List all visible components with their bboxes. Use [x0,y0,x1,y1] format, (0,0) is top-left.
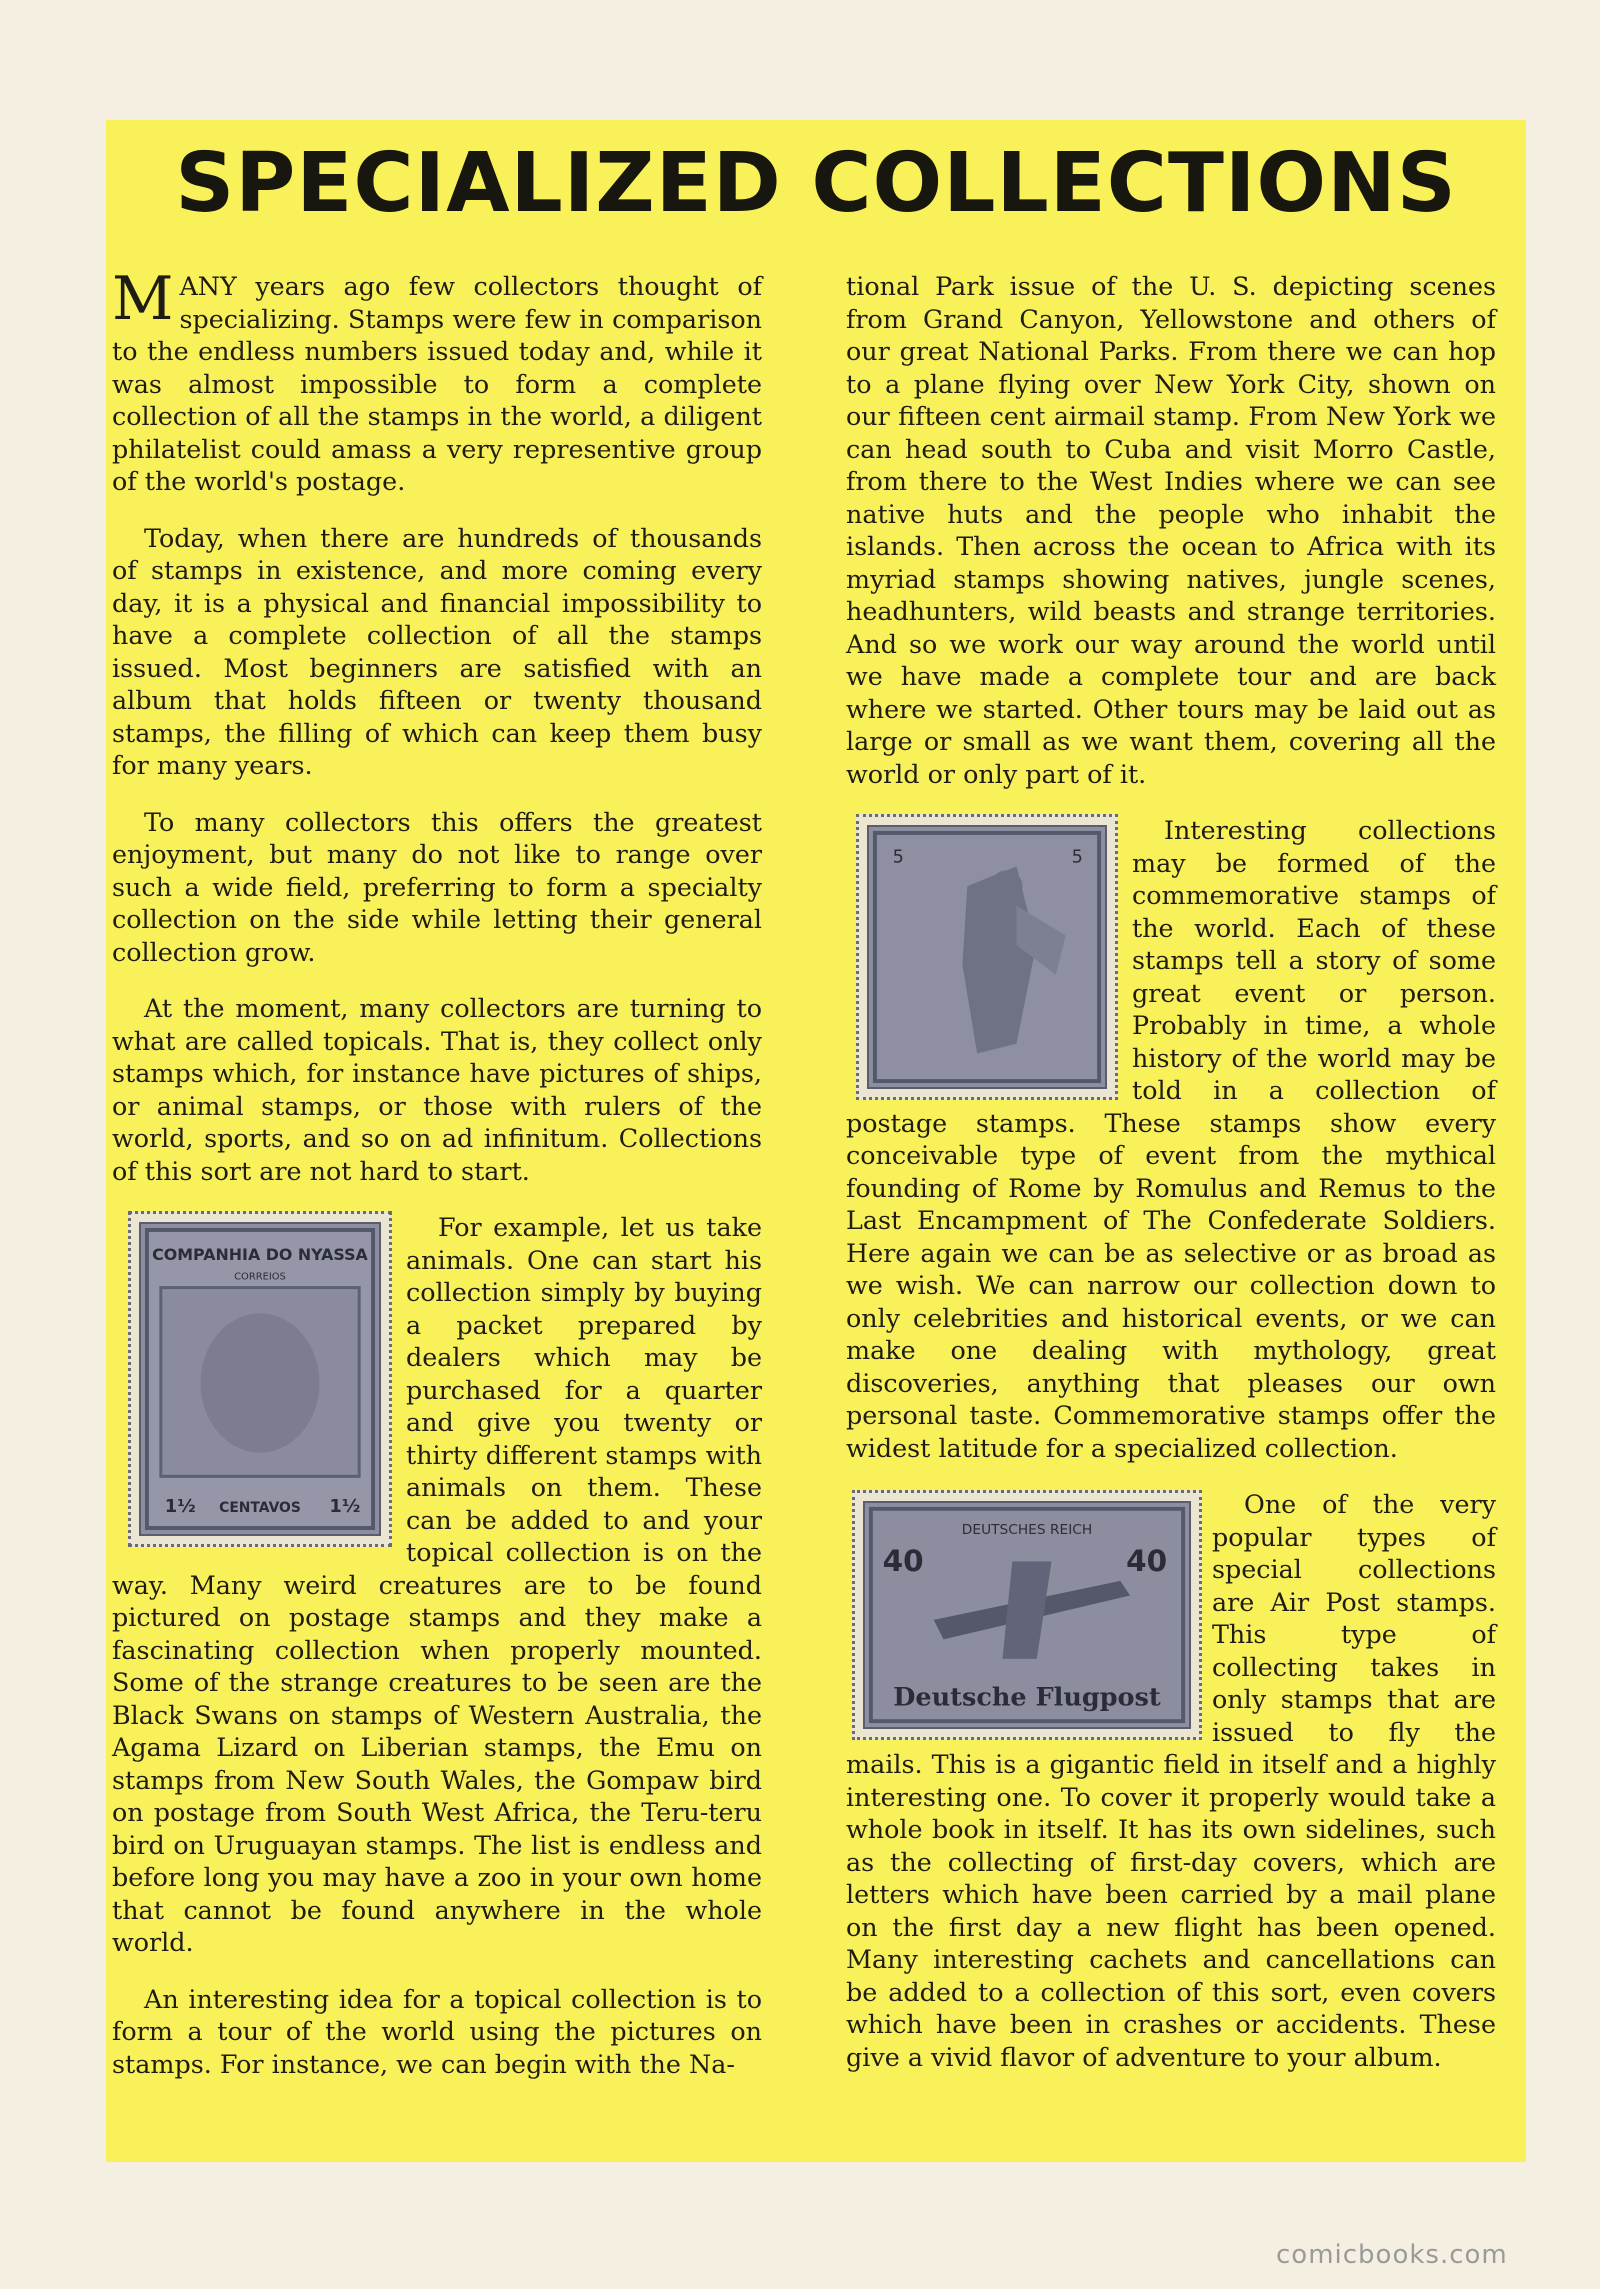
drop-cap: M [112,264,174,334]
intro-text: ANY years ago few collectors thought of specializing. Stamps were few in comparison to the endless numbers issued today and, while it was almost impossible to form a complete collection of all the stamps in the world, a diligent philatelist could amass a very representive group of the world's postage. [112,271,762,496]
stamp-value-left: 1½ [164,1496,196,1518]
paragraph-tour-start: An interesting idea for a topical collection is to form a tour of the world using the pictures on stamps. For instance, we can begin with the Na- [112,1983,762,2079]
left-column [112,264,762,2104]
site-watermark: comicbooks.com [1276,2240,1508,2270]
stamp-value-left: 5 [892,847,904,868]
stamp-top-text: DEUTSCHES REICH [961,1522,1093,1539]
stamp-illustration [865,1503,1189,1727]
stamp-bottom-text: CENTAVOS [219,1500,301,1517]
stamp-artwork [863,1501,1191,1729]
stamp-value-right: 5 [1071,847,1083,868]
stamp-value-right: 40 [1126,1544,1168,1579]
stamp-bottom-text: Deutsche Flugpost [893,1681,1161,1712]
stamp-sub-text: CORREIOS [234,1271,286,1283]
stamp-image-mozambique [128,1211,392,1547]
paragraph-airpost: One of the very popular types of special collections are Air Post stamps. This type of collecting takes in only stamps that are issued to fly the mails. This is a gigantic field in itself and a highly interesting one. To cover it properly would take a whole book in itself. It has its own sidelines, such as the collecting of first-day covers, which are letters which have been carried by a mail plane on the first day a new flight has been opened. Many interesting cachets and cancellations can be added to a collection of this sort, even covers which have been in crashes or accidents. These give a vivid flavor of adventure to your album. [846,1489,1496,2072]
stamp-image-airpost [852,1490,1202,1740]
stamp-value-right: 1½ [329,1496,361,1518]
paragraph-topicals: At the moment, many collectors are turning to what are called topicals. That is, they collect only stamps which, for instance have pictures of ships, or animal stamps, or those with rulers of the world, sports, and so on ad infinitum. Collections of this sort are not hard to start. [112,993,762,1186]
paragraph-commemorative: Interesting collections may be formed of the commemorative stamps of the world. Each of these stamps tell a story of some great event or person. Probably in time, a whole history of the world may be told in a collection of postage stamps. These stamps show every conceivable type of event from the mythical founding of Rome by Romulus and Remus to the Last Encampment of The Confederate Soldiers. Here again we can be as selective or as broad as we wish. We can narrow our collection down to only celebrities and historical events, or we can make one dealing with mythology, great discoveries, anything that pleases our own personal taste. Commemorative stamps offer the widest latitude for a specialized collection. [846,815,1496,1463]
paragraph-tour: tional Park issue of the U. S. depicting scenes from Grand Canyon, Yellowstone and others of our great National Parks. From there we can hop to a plane flying over New York City, shown on our fifteen cent airmail stamp. From New York we can head south to Cuba and visit Morro Castle, from there to the West Indies where we can see native huts and the people who inhabit the islands. Then across the ocean to Africa with its myriad stamps showing natives, jungle scenes, headhunters, wild beasts and strange territories. And so we work our way around the world until we have made a complete tour and are back where we started. Other tours may be laid out as large or small as we want them, covering all the world or only part of it. [846,271,1496,789]
paragraph-animals: For example, let us take animals. One can start his collection simply by buying a packet prepared by dealers which may be purchased for a quarter and give you twenty or thirty different stamps with animals on them. These can be added to and your topical collection is on the way. Many weird creatures are to be found pictured on postage stamps and they make a fascinating collection when properly mounted. Some of the strange creatures to be seen are the Black Swans on stamps of Western Australia, the Agama Lizard on Liberian stamps, the Emu on stamps from New South Wales, the Gompaw bird on postage from South West Africa, the Teru-teru bird on Uruguayan stamps. The list is endless and before long you may have a zoo in your own home that cannot be found anywhere in the whole world. [112,1212,762,1957]
right-column [846,270,1496,2097]
page-title: SPECIALIZED COLLECTIONS [175,136,1457,231]
stamp-image-commemorative [856,814,1118,1100]
stamp-artwork [139,1222,381,1536]
stamp-illustration [141,1224,379,1534]
stamp-illustration [869,827,1105,1087]
paragraph-today: Today, when there are hundreds of thousands of stamps in existence, and more coming every day, it is a physical and financial impossibility to have a complete collection of all the stamps issued. Most beginners are satisfied with an album that holds fifteen or twenty thousand stamps, the filling of which can keep them busy for many years. [112,522,762,780]
intro-paragraph [112,264,762,498]
paragraph-enjoyment: To many collectors this offers the greatest enjoyment, but many do not like to range over such a wide field, preferring to form a specialty collection on the side while letting their general collection grow. [112,806,762,967]
stamp-value-left: 40 [882,1544,924,1579]
stamp-artwork [867,825,1107,1089]
stamp-top-text: COMPANHIA DO NYASSA [152,1244,368,1264]
